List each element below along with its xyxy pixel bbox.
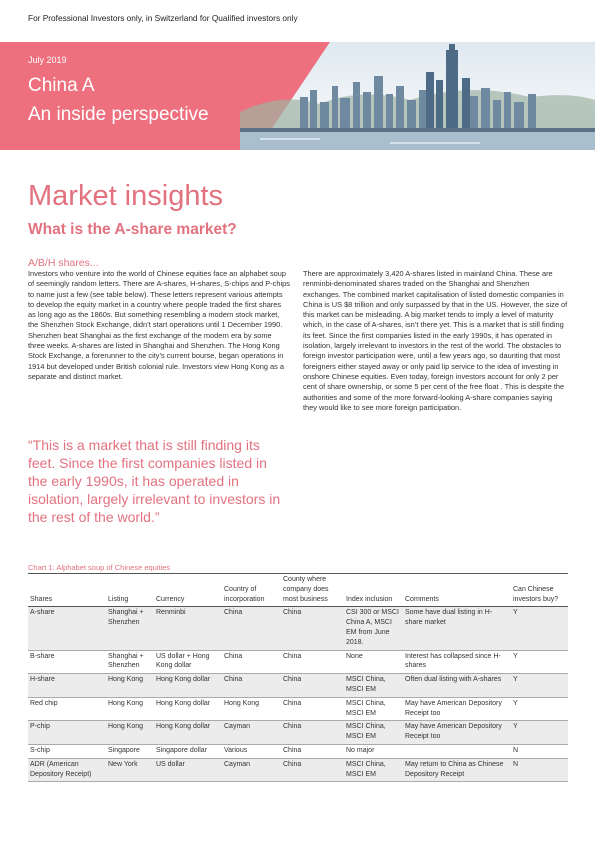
table-cell <box>403 744 511 758</box>
table-cell: Various <box>222 744 281 758</box>
table-cell: Hong Kong dollar <box>154 721 222 745</box>
table-cell: ADR (American Depository Receipt) <box>28 758 106 782</box>
table-cell: Hong Kong <box>106 674 154 698</box>
table-cell: May have American Depository Receipt too <box>403 697 511 721</box>
table-cell: MSCI China, MSCI EM <box>344 721 403 745</box>
table-cell: H-share <box>28 674 106 698</box>
table-cell: China <box>222 650 281 674</box>
table-cell: China <box>281 697 344 721</box>
share-classes-table <box>28 573 568 782</box>
table-cell: Shanghai + Shenzhen <box>106 607 154 650</box>
table-cell: MSCI China, MSCI EM <box>344 758 403 782</box>
table-cell: Shanghai + Shenzhen <box>106 650 154 674</box>
table-cell: Y <box>511 650 568 674</box>
disclaimer-note: For Professional Investors only, in Switzerland for Qualified investors only <box>28 13 298 23</box>
table-cell: Renminbi <box>154 607 222 650</box>
table-header: Can Chinese investors buy? <box>511 574 568 607</box>
table-row <box>28 650 568 674</box>
body-column-left: Investors who venture into the world of Chinese equities face an alphabet soup of seemingly random letters. There are A-shares, H-shares, S-chips and P-chips to name just a few (see table below). These letters represent various attempts to develop the equity market in a country where people traded the first shares as long ago as the 1860s. But something resembling a modern stock market, the Shenzhen Stock Exchange, didn’t start operations until 1 December 1990. Shenzhen beat Shanghai as the first exchange of the modern era by some three weeks. A-shares are listed in Shanghai and Shenzhen. The Hong Kong Stock Exchange, a forerunner to the city’s current bourse, began operations in 1914 but developed under British colonial rule. Investors view Hong Kong as a separate and distinct market. <box>28 269 290 381</box>
table-row <box>28 697 568 721</box>
table-cell: Cayman <box>222 758 281 782</box>
table-row <box>28 744 568 758</box>
table-cell: Some have dual listing in H-share market <box>403 607 511 650</box>
table-cell: Y <box>511 607 568 650</box>
table-row <box>28 758 568 782</box>
table-cell: China <box>222 674 281 698</box>
table-cell: Hong Kong <box>106 697 154 721</box>
table-cell: MSCI China, MSCI EM <box>344 697 403 721</box>
table-row <box>28 607 568 650</box>
table-cell: China <box>281 607 344 650</box>
table-header: Index inclusion <box>344 574 403 607</box>
table-cell: Hong Kong dollar <box>154 674 222 698</box>
table-cell: N <box>511 744 568 758</box>
table-cell: Often dual listing with A-shares <box>403 674 511 698</box>
table-cell: MSCI China, MSCI EM <box>344 674 403 698</box>
table-cell: B-share <box>28 650 106 674</box>
table-cell: Y <box>511 674 568 698</box>
table-header: Listing <box>106 574 154 607</box>
table-cell: CSI 300 or MSCI China A, MSCI EM from June 2018. <box>344 607 403 650</box>
table-cell: China <box>281 674 344 698</box>
table-cell: US dollar <box>154 758 222 782</box>
table-cell: Y <box>511 697 568 721</box>
page-heading: Market insights <box>28 180 224 212</box>
body-column-right: There are approximately 3,420 A-shares listed in mainland China. These are renminbi-denominated shares traded on the Shanghai and Shenzhen exchanges. The combined market capitalisation of listed domestic companies in China is US $8 trillion and only surpassed by that in the US. However, the size of this market can be misleading. A big market tends to imply a level of maturity which, in the case of A-shares, isn’t there yet. This is a market that is still finding its feet. Since the first companies listed in the early 1990s, it has operated in isolation, largely irrelevant to investors in the rest of the world. The obstacles to foreign investor participation were, until a few years ago, so daunting that most foreigners either stayed away or only paid lip service to the idea of investing in onshore Chinese equities. Even today, foreign investors account for only 2 per cent of share ownership, or some 5 per cent of the free float . This is despite the authorities and some of the more forward-looking A-share companies saying they would like to see more foreign participation. <box>303 269 568 412</box>
table-cell: P-chip <box>28 721 106 745</box>
table-cell: S-chip <box>28 744 106 758</box>
table-header: Country of incorporation <box>222 574 281 607</box>
table-cell: May return to China as Chinese Depository Receipt <box>403 758 511 782</box>
table-row <box>28 674 568 698</box>
table-header: Shares <box>28 574 106 607</box>
table-cell: No major <box>344 744 403 758</box>
table-cell: China <box>281 744 344 758</box>
table-cell: None <box>344 650 403 674</box>
table-cell: Singapore dollar <box>154 744 222 758</box>
table-cell: Red chip <box>28 697 106 721</box>
section-label: A/B/H shares... <box>28 257 99 269</box>
table-title: Chart 1: Alphabet soup of Chinese equities <box>28 563 171 572</box>
table-cell: US dollar + Hong Kong dollar <box>154 650 222 674</box>
table-cell: China <box>222 607 281 650</box>
pull-quote: “This is a market that is still finding its feet. Since the first companies listed in the early 1990s, it has operated in isolation, largely irrelevant to investors in the rest of the world.” <box>28 437 281 525</box>
table-cell: Hong Kong dollar <box>154 697 222 721</box>
table-header-row <box>28 574 568 607</box>
table-cell: China <box>281 650 344 674</box>
report-subtitle: An inside perspective <box>28 104 209 125</box>
table-cell: Interest has collapsed since H-shares <box>403 650 511 674</box>
page-subheading: What is the A-share market? <box>28 221 237 238</box>
publication-date: July 2019 <box>28 55 67 65</box>
table-cell: Y <box>511 721 568 745</box>
table-cell: Cayman <box>222 721 281 745</box>
hong-kong-skyline-image <box>240 42 595 150</box>
table-row <box>28 721 568 745</box>
table-cell: N <box>511 758 568 782</box>
table-cell: Hong Kong <box>106 721 154 745</box>
table-header: Currency <box>154 574 222 607</box>
table-cell: Hong Kong <box>222 697 281 721</box>
table-cell: China <box>281 758 344 782</box>
table-header: County where company does most business <box>281 574 344 607</box>
table-cell: A-share <box>28 607 106 650</box>
table-cell: New York <box>106 758 154 782</box>
report-title: China A <box>28 75 95 96</box>
table-cell: Singapore <box>106 744 154 758</box>
table-header: Comments <box>403 574 511 607</box>
table-cell: China <box>281 721 344 745</box>
table-cell: May have American Depository Receipt too <box>403 721 511 745</box>
